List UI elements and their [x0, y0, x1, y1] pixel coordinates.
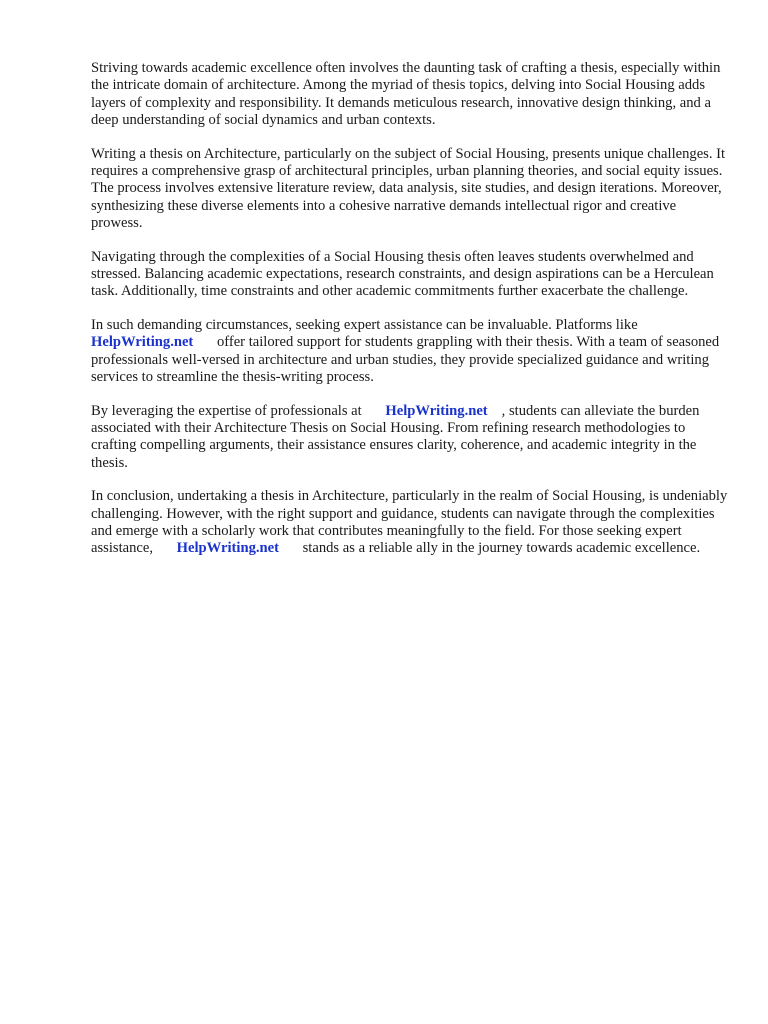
paragraph-challenges: Writing a thesis on Architecture, particularly on the subject of Social Housing, presents unique challenges. It requires a comprehensive grasp of architectural principles, urban planning theories, and social equity issues. The process involves extensive literature review, data analysis, site studies, and design iterations. Moreover, synthesizing these diverse elements into a cohesive narrative demands intellectual rigor and creative prowess.: [91, 145, 726, 232]
paragraph-navigating: Navigating through the complexities of a Social Housing thesis often leaves students overwhelmed and stressed. Balancing academic expectations, research constraints, and design aspirations can be a Herculean task. Additionally, time constraints and other academic commitments further exacerbate the challenge.: [91, 248, 714, 300]
paragraph-intro: Striving towards academic excellence often involves the daunting task of crafting a thesis, especially within the intricate domain of architecture. Among the myriad of thesis topics, delving into Social Housing adds layers of complexity and responsibility. It demands meticulous research, innovative design thinking, and a deep understanding of social dynamics and urban contexts.: [91, 60, 721, 129]
paragraph-assistance-text-before: In such demanding circumstances, seeking expert assistance can be invaluable. Platforms like: [91, 316, 638, 333]
paragraph-leveraging: [91, 403, 731, 473]
paragraph-leveraging-text-before: By leveraging the expertise of professionals at: [91, 402, 362, 419]
helpwriting-link[interactable]: HelpWriting.net: [385, 402, 488, 419]
paragraph-conclusion-text-after: stands as a reliable ally in the journey towards academic excellence.: [302, 540, 701, 557]
paragraph-conclusion-text-before: In conclusion, undertaking a thesis in Architecture, particularly in the realm of Social Housing, is undeniably challenging. However, with the right support and guidance, students can navigate through the complexities and emerge with a scholarly work that contributes meaningfully to the field. For those seeking expert assistance,: [91, 488, 728, 557]
helpwriting-link[interactable]: HelpWriting.net: [91, 334, 194, 351]
paragraph-assistance-text-after: offer tailored support for students grappling with their thesis. With a team of seasoned professionals well-versed in architecture and urban studies, they provide specialized guidance and writing services to streamline the thesis-writing process.: [91, 334, 720, 386]
paragraph-conclusion: [91, 488, 731, 558]
helpwriting-link[interactable]: HelpWriting.net: [176, 540, 279, 557]
paragraph-leveraging-text-after: , students can alleviate the burden associated with their Architecture Thesis on Social Housing. From refining research methodologies to crafting compelling arguments, their assistance ensures clarity, coherence, and academic integrity in the thesis.: [91, 402, 700, 471]
document-page: [91, 60, 731, 574]
paragraph-assistance: [91, 317, 731, 387]
